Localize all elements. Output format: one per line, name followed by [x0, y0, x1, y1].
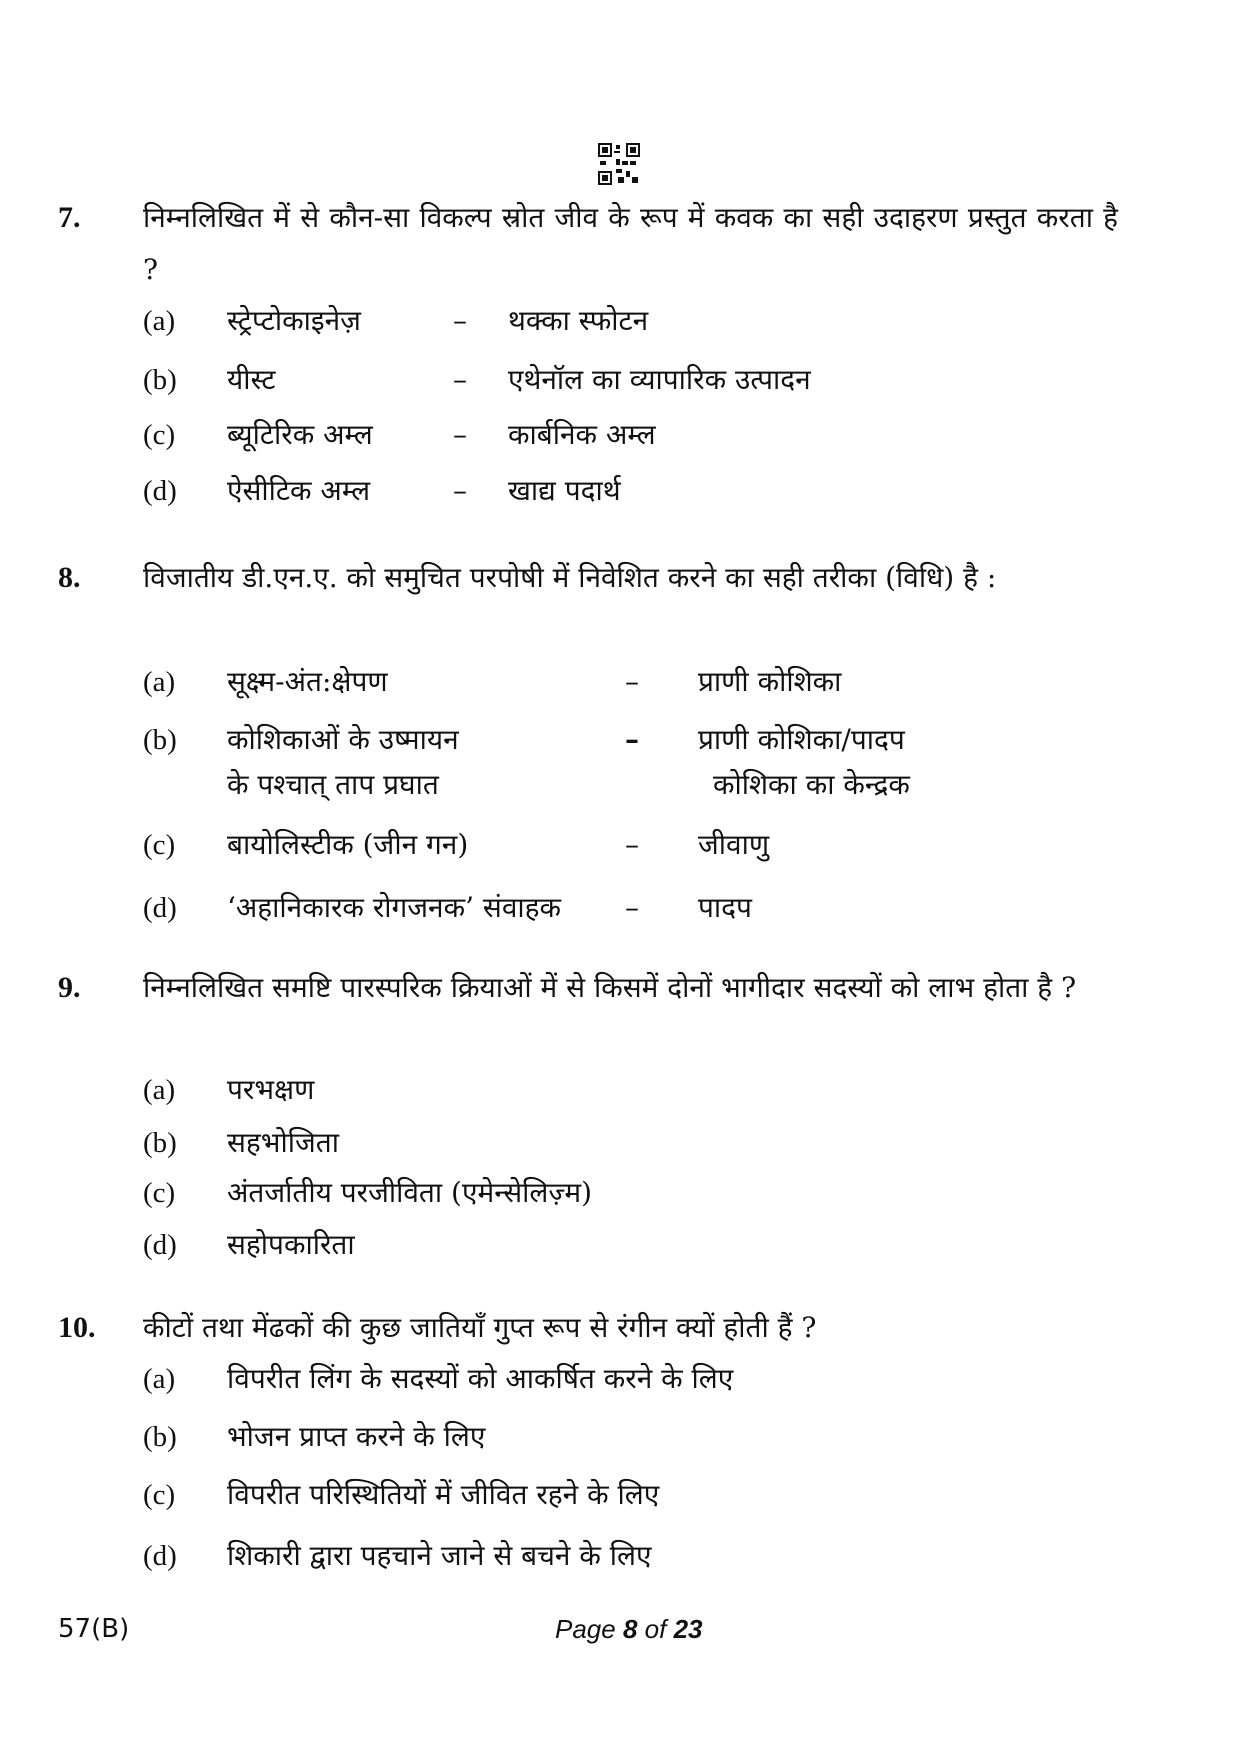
- option-dash: –: [625, 665, 639, 698]
- question-number: 9.: [58, 971, 81, 1004]
- question-text: निम्नलिखित में से कौन-सा विकल्प स्रोत जीव के रूप में कवक का सही उदाहरण प्रस्तुत करता है ?: [143, 201, 1118, 286]
- option-label: (d): [143, 1229, 177, 1261]
- option-text: परभक्षण: [227, 1073, 315, 1106]
- option-label: (a): [143, 666, 176, 698]
- option-text: शिकारी द्वारा पहचाने जाने से बचने के लिए: [227, 1539, 652, 1572]
- option-text: भोजन प्राप्त करने के लिए: [227, 1420, 486, 1453]
- option-match: प्राणी कोशिका: [698, 665, 842, 698]
- option-label: (b): [143, 1421, 177, 1453]
- option-term: यीस्ट: [227, 363, 276, 396]
- option-term-line1: कोशिकाओं के उष्मायन: [227, 723, 459, 756]
- option-label: (c): [143, 1479, 176, 1511]
- option-dash: –: [625, 891, 639, 924]
- option-term: बायोलिस्टीक (जीन गन): [227, 828, 469, 861]
- question-text: निम्नलिखित समष्टि पारस्परिक क्रियाओं में से किसमें दोनों भागीदार सदस्यों को लाभ होता है ?: [143, 971, 1077, 1004]
- option-text: सहभोजिता: [227, 1126, 339, 1159]
- option-label: (c): [143, 1177, 176, 1209]
- question-number: 7.: [58, 201, 81, 234]
- option-label: (d): [143, 1540, 177, 1572]
- question-text: कीटों तथा मेंढकों की कुछ जातियाँ गुप्त रूप से रंगीन क्यों होती हैं ?: [143, 1311, 817, 1344]
- option-label: (b): [143, 364, 177, 396]
- option-text: विपरीत परिस्थितियों में जीवित रहने के लिए: [227, 1478, 660, 1511]
- question-number: 8.: [58, 561, 81, 594]
- question-text: विजातीय डी.एन.ए. को समुचित परपोषी में निवेशित करने का सही तरीका (विधि) है :: [143, 561, 997, 594]
- option-text: विपरीत लिंग के सदस्यों को आकर्षित करने के लिए: [227, 1362, 734, 1395]
- option-term: ब्यूटिरिक अम्ल: [227, 418, 373, 451]
- option-text: सहोपकारिता: [227, 1228, 355, 1261]
- option-dash: –: [453, 304, 467, 337]
- option-label: (a): [143, 1363, 176, 1395]
- option-label: (b): [143, 1127, 177, 1159]
- option-match-line1: प्राणी कोशिका/पादप: [698, 723, 905, 756]
- option-term: ‘अहानिकारक रोगजनक’ संवाहक: [227, 891, 562, 924]
- paper-code: 57(B): [58, 1614, 130, 1644]
- option-label: (a): [143, 1074, 176, 1106]
- option-match: एथेनॉल का व्यापारिक उत्पादन: [508, 363, 811, 396]
- option-dash: –: [453, 418, 467, 451]
- qr-code-icon: [598, 143, 640, 185]
- option-label: (a): [143, 305, 176, 337]
- option-label: (d): [143, 892, 177, 924]
- option-match: पादप: [698, 891, 752, 924]
- option-dash: –: [625, 828, 639, 861]
- option-text: अंतर्जातीय परजीविता (एमेन्सेलिज़्म): [227, 1176, 593, 1209]
- page-of: of: [644, 1614, 667, 1644]
- page-prefix: Page: [555, 1614, 616, 1644]
- option-label: (d): [143, 475, 177, 507]
- option-match: खाद्य पदार्थ: [508, 474, 621, 507]
- option-match: थक्का स्फोटन: [508, 304, 649, 337]
- option-dash: –: [453, 474, 467, 507]
- option-match: कार्बनिक अम्ल: [508, 418, 656, 451]
- option-term: ऐसीटिक अम्ल: [227, 474, 371, 507]
- option-match-line2: कोशिका का केन्द्रक: [713, 768, 910, 801]
- question-number: 10.: [58, 1311, 96, 1344]
- option-label: (c): [143, 829, 176, 861]
- page-number: 8: [622, 1614, 638, 1644]
- page-total: 23: [673, 1614, 703, 1644]
- option-label: (c): [143, 419, 176, 451]
- option-label: (b): [143, 724, 177, 756]
- option-dash: –: [453, 363, 467, 396]
- option-term: स्ट्रेप्टोकाइनेज़: [227, 304, 361, 337]
- option-match: जीवाणु: [698, 828, 770, 861]
- page-indicator: [555, 1614, 703, 1645]
- option-dash: –: [625, 723, 639, 756]
- option-term: सूक्ष्म-अंत:क्षेपण: [227, 665, 388, 698]
- option-term-line2: के पश्चात् ताप प्रघात: [227, 768, 439, 801]
